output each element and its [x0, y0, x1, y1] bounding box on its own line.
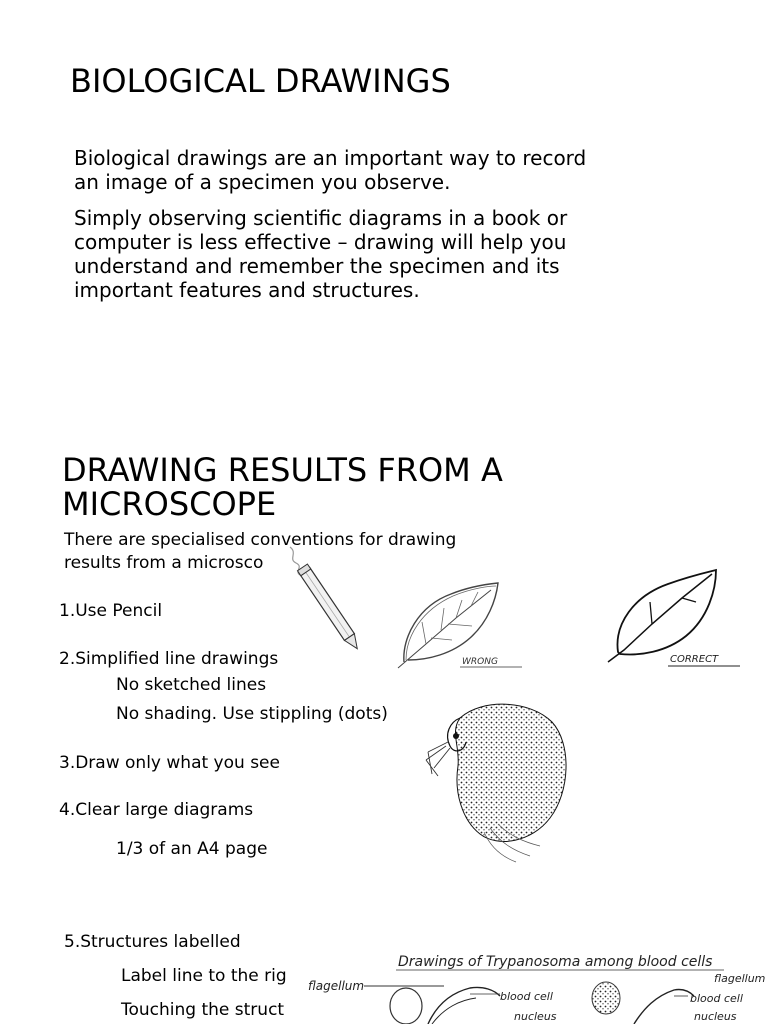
sub-item-label-line: Label line to the rig [121, 966, 287, 986]
title-line: MICROSCOPE [62, 485, 277, 523]
list-item-draw-what-you-see: 3.Draw only what you see [59, 753, 280, 773]
text-line: understand and remember the specimen and its [74, 254, 560, 278]
text-line: Simply observing scientific diagrams in a book or [74, 206, 568, 230]
correct-leaf-illustration [604, 566, 744, 670]
list-item-structures-labelled: 5.Structures labelled [64, 932, 241, 952]
text-line: an image of a specimen you observe. [74, 170, 451, 194]
page-title: BIOLOGICAL DRAWINGS [70, 62, 451, 100]
stippled-specimen-illustration [420, 696, 580, 866]
wrong-leaf-illustration [396, 578, 526, 670]
nucleus-label-left: nucleus [514, 1010, 557, 1023]
trypanosoma-illustration [304, 940, 768, 1024]
list-item-large-diagrams: 4.Clear large diagrams [59, 800, 254, 820]
list-item-line-drawings: 2.Simplified line drawings [59, 649, 279, 669]
sub-item-no-sketched-lines: No sketched lines [116, 675, 267, 695]
text-line: There are specialised conventions for drawing [64, 530, 457, 550]
wrong-label: WRONG [462, 657, 498, 667]
title-line: DRAWING RESULTS FROM A [62, 451, 503, 489]
nucleus-label-right: nucleus [694, 1010, 737, 1023]
sub-item-no-shading: No shading. Use stippling (dots) [116, 704, 388, 724]
sub-item-a4-page: 1/3 of an A4 page [116, 839, 268, 859]
flagellum-label-left: flagellum [308, 979, 365, 993]
text-line: computer is less effective – drawing will help you [74, 230, 567, 254]
blood-cell-label-left: blood cell [500, 990, 553, 1003]
blood-cell-label-right: blood cell [690, 992, 743, 1005]
text-line: important features and structures. [74, 278, 420, 302]
sub-item-touching-structure: Touching the struct [121, 1000, 285, 1020]
text-line: Biological drawings are an important way to record [74, 146, 587, 170]
correct-label: CORRECT [670, 654, 719, 665]
text-line: results from a microsco [64, 553, 264, 573]
intro-paragraph-1 [74, 146, 586, 194]
pencil-illustration [284, 545, 374, 660]
flagellum-label-right: flagellum [714, 972, 766, 985]
conventions-intro [64, 529, 456, 575]
list-item-pencil: 1.Use Pencil [59, 601, 163, 621]
section-title [62, 453, 503, 521]
intro-paragraph-2 [74, 206, 567, 302]
trypanosoma-title: Drawings of Trypanosoma among blood cells [398, 954, 713, 970]
